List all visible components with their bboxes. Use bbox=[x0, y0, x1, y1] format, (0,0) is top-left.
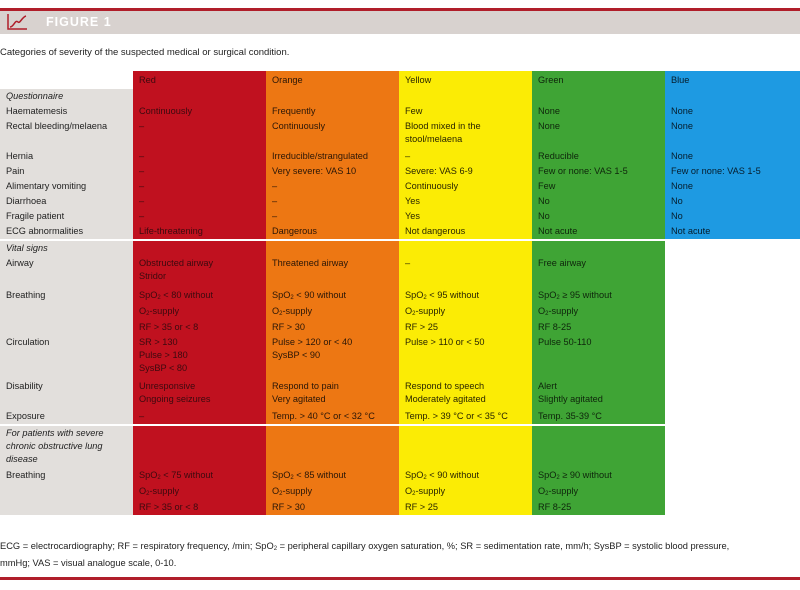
cell-blue: None bbox=[665, 179, 800, 194]
cell-red: – bbox=[133, 179, 266, 194]
line-chart-icon bbox=[6, 13, 28, 31]
cell-yellow: Respond to speech Moderately agitated bbox=[399, 379, 532, 409]
table-row bbox=[0, 119, 800, 149]
cell-green: Few bbox=[532, 179, 665, 194]
cell-yellow: Not dangerous bbox=[399, 224, 532, 240]
cell-yellow: Severe: VAS 6-9 bbox=[399, 164, 532, 179]
cell-blue: Few or none: VAS 1-5 bbox=[665, 164, 800, 179]
column-header-red: Red bbox=[133, 71, 266, 89]
table-row bbox=[0, 409, 800, 425]
cell-red: – bbox=[133, 209, 266, 224]
header-blank bbox=[0, 71, 133, 89]
row-label: Exposure bbox=[0, 409, 133, 425]
bottom-rule bbox=[0, 577, 800, 580]
cell-yellow: Continuously bbox=[399, 179, 532, 194]
figure-title: FIGURE 1 bbox=[46, 15, 112, 29]
table-row bbox=[0, 149, 800, 164]
row-label: Rectal bleeding/melaena bbox=[0, 119, 133, 149]
row-label: Fragile patient bbox=[0, 209, 133, 224]
row-label: Alimentary vomiting bbox=[0, 179, 133, 194]
row-label: Breathing bbox=[0, 288, 133, 335]
cell-yellow: SpO$_2$ < 95 without $O_2$-supply RF > 25 bbox=[399, 288, 532, 335]
table-row bbox=[0, 288, 800, 335]
cell-red: Life-threatening bbox=[133, 224, 266, 240]
row-label: Disability bbox=[0, 379, 133, 409]
cell-blue: None bbox=[665, 149, 800, 164]
cell-red: Obstructed airway Stridor bbox=[133, 256, 266, 288]
table-row bbox=[0, 224, 800, 240]
cell-green: None bbox=[532, 104, 665, 119]
cell-green: SpO$_2$ ≥ 95 without $O_2$-supply RF 8-25 bbox=[532, 288, 665, 335]
cell-orange: Pulse > 120 or < 40 SysBP < 90 bbox=[266, 335, 399, 379]
section-label: For patients with severe chronic obstructive lung disease bbox=[0, 425, 133, 468]
figure-header-band bbox=[0, 11, 800, 34]
table-row bbox=[0, 335, 800, 379]
cell-yellow: Yes bbox=[399, 209, 532, 224]
cell-orange: Frequently bbox=[266, 104, 399, 119]
row-label: ECG abnormalities bbox=[0, 224, 133, 240]
cell-yellow: Blood mixed in the stool/melaena bbox=[399, 119, 532, 149]
section-label: Vital signs bbox=[0, 240, 133, 256]
cell-green: Pulse 50-110 bbox=[532, 335, 665, 379]
table-row bbox=[0, 209, 800, 224]
cell-blue: None bbox=[665, 104, 800, 119]
cell-red: – bbox=[133, 149, 266, 164]
cell-yellow: Temp. > 39 °C or < 35 °C bbox=[399, 409, 532, 425]
section-row bbox=[0, 89, 800, 104]
row-label: Breathing bbox=[0, 468, 133, 515]
figure-caption: Categories of severity of the suspected medical or surgical condition. bbox=[0, 47, 290, 58]
severity-table bbox=[0, 71, 800, 515]
cell-yellow: Few bbox=[399, 104, 532, 119]
table-row bbox=[0, 104, 800, 119]
cell-green: Alert Slightly agitated bbox=[532, 379, 665, 409]
cell-green: Few or none: VAS 1-5 bbox=[532, 164, 665, 179]
table-header-row bbox=[0, 71, 800, 89]
row-label: Haematemesis bbox=[0, 104, 133, 119]
table-row bbox=[0, 256, 800, 288]
cell-green: SpO$_2$ ≥ 90 without $O_2$-supply RF 8-25 bbox=[532, 468, 665, 515]
row-label: Circulation bbox=[0, 335, 133, 379]
row-label: Diarrhoea bbox=[0, 194, 133, 209]
cell-orange: Irreducible/strangulated bbox=[266, 149, 399, 164]
cell-orange: Temp. > 40 °C or < 32 °C bbox=[266, 409, 399, 425]
cell-orange: Continuously bbox=[266, 119, 399, 149]
cell-red: Unresponsive Ongoing seizures bbox=[133, 379, 266, 409]
cell-green: No bbox=[532, 194, 665, 209]
cell-green: None bbox=[532, 119, 665, 149]
cell-orange: Respond to pain Very agitated bbox=[266, 379, 399, 409]
row-label: Pain bbox=[0, 164, 133, 179]
cell-orange: Threatened airway bbox=[266, 256, 399, 288]
cell-red: SpO$_2$ < 75 without $O_2$-supply RF > 35 or < 8 bbox=[133, 468, 266, 515]
cell-yellow: – bbox=[399, 149, 532, 164]
footnote: ECG = electrocardiography; RF = respiratory frequency, /min; SpO$_2$ = peripheral capillary oxygen saturation, %; SR = sedimentation rate, mm/h; SysBP = systolic blood pressure, mmHg; VAS = visual analogue scale, 0-10. bbox=[0, 541, 730, 568]
cell-green: Temp. 35-39 °C bbox=[532, 409, 665, 425]
section-label: Questionnaire bbox=[0, 89, 133, 104]
cell-yellow: SpO$_2$ < 90 without $O_2$-supply RF > 25 bbox=[399, 468, 532, 515]
cell-yellow: Pulse > 110 or < 50 bbox=[399, 335, 532, 379]
cell-blue: None bbox=[665, 119, 800, 149]
cell-yellow: Yes bbox=[399, 194, 532, 209]
cell-red: – bbox=[133, 164, 266, 179]
table-row bbox=[0, 194, 800, 209]
column-header-blue: Blue bbox=[665, 71, 800, 89]
cell-green: Reducible bbox=[532, 149, 665, 164]
cell-blue: Not acute bbox=[665, 224, 800, 240]
table-row bbox=[0, 164, 800, 179]
cell-green: Free airway bbox=[532, 256, 665, 288]
table-row bbox=[0, 179, 800, 194]
cell-red: SR > 130 Pulse > 180 SysBP < 80 bbox=[133, 335, 266, 379]
cell-orange: SpO$_2$ < 85 without $O_2$-supply RF > 30 bbox=[266, 468, 399, 515]
cell-orange: Dangerous bbox=[266, 224, 399, 240]
table-row bbox=[0, 468, 800, 515]
cell-orange: – bbox=[266, 179, 399, 194]
cell-orange: – bbox=[266, 194, 399, 209]
row-label: Airway bbox=[0, 256, 133, 288]
cell-orange: Very severe: VAS 10 bbox=[266, 164, 399, 179]
column-header-yellow: Yellow bbox=[399, 71, 532, 89]
cell-green: Not acute bbox=[532, 224, 665, 240]
table-row bbox=[0, 379, 800, 409]
cell-red: – bbox=[133, 409, 266, 425]
cell-red: SpO$_2$ < 80 without $O_2$-supply RF > 35 or < 8 bbox=[133, 288, 266, 335]
cell-blue: No bbox=[665, 194, 800, 209]
column-header-orange: Orange bbox=[266, 71, 399, 89]
cell-red: – bbox=[133, 119, 266, 149]
cell-red: Continuously bbox=[133, 104, 266, 119]
cell-red: – bbox=[133, 194, 266, 209]
section-row bbox=[0, 240, 800, 256]
column-header-green: Green bbox=[532, 71, 665, 89]
cell-orange: – bbox=[266, 209, 399, 224]
cell-orange: SpO$_2$ < 90 without $O_2$-supply RF > 30 bbox=[266, 288, 399, 335]
cell-green: No bbox=[532, 209, 665, 224]
section-row bbox=[0, 425, 800, 468]
cell-yellow: – bbox=[399, 256, 532, 288]
cell-blue: No bbox=[665, 209, 800, 224]
row-label: Hernia bbox=[0, 149, 133, 164]
